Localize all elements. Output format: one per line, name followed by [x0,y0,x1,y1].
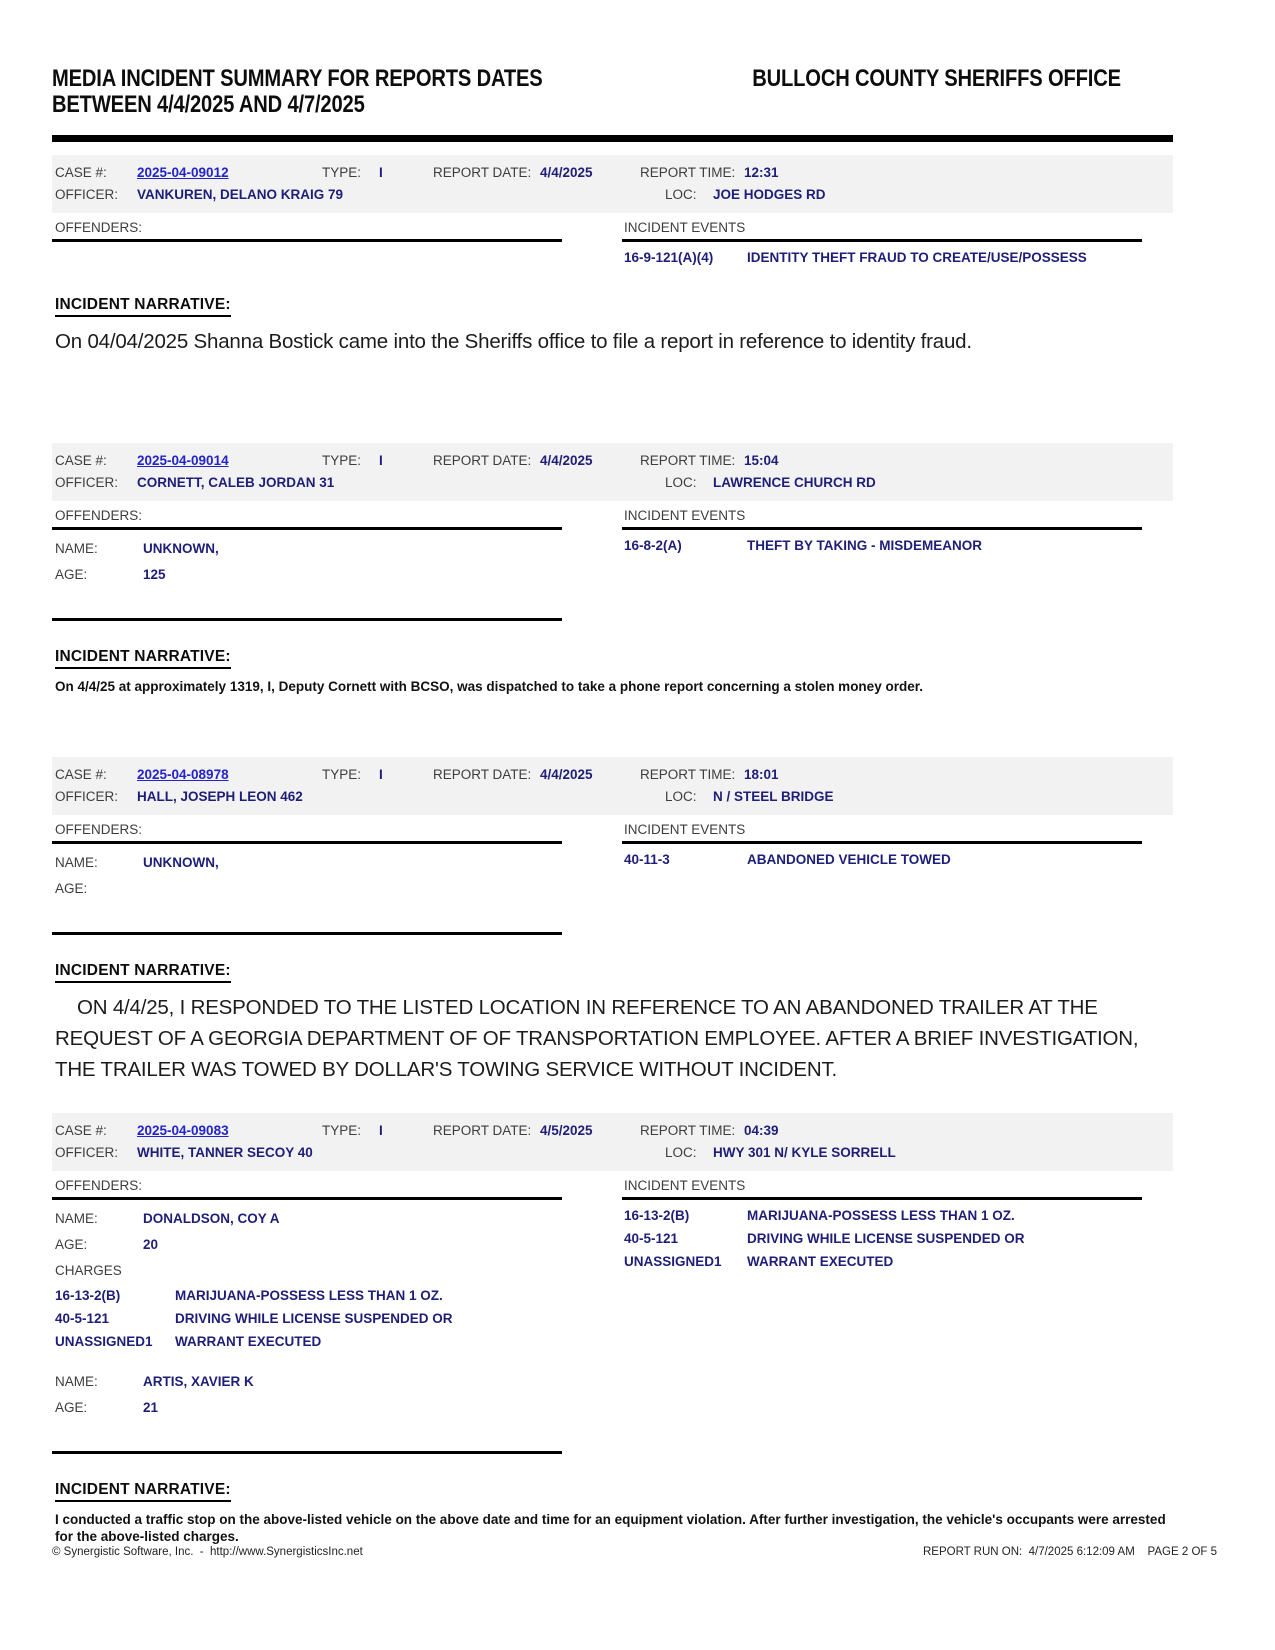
type-value: I [379,453,383,468]
offenders-column [52,219,622,242]
incident-narrative-section [52,1481,1173,1545]
event-code: 16-8-2(A) [624,538,682,553]
case-detail-columns [52,1177,1173,1454]
report-time-value: 18:01 [744,767,779,782]
type-label: TYPE: [322,767,362,782]
incident-events-rule [622,239,1142,242]
officer-value: WHITE, TANNER SECOY 40 [137,1145,313,1160]
report-date-value: 4/4/2025 [540,767,593,782]
report-time-value: 04:39 [744,1123,779,1138]
location-value: HWY 301 N/ KYLE SORRELL [713,1145,896,1160]
type-value: I [379,1123,383,1138]
case-number-link[interactable]: 2025-04-09083 [137,1123,229,1138]
event-code: 40-5-121 [624,1231,679,1246]
offenders-end-rule [52,932,562,935]
offender-name-value: UNKNOWN, [143,855,219,870]
incident-events-label: INCIDENT EVENTS [624,1178,746,1193]
offenders-label: OFFENDERS: [55,220,143,235]
location-label: LOC: [665,187,697,202]
incident-events-rule [622,1197,1142,1200]
report-date-label: REPORT DATE: [433,165,532,180]
report-time-label: REPORT TIME: [640,453,736,468]
offenders-end-rule [52,1451,562,1454]
offender-age-value: 20 [143,1237,159,1252]
event-description: IDENTITY THEFT FRAUD TO CREATE/USE/POSSESS [747,250,1087,265]
case-list [52,155,1173,1545]
incident-event-row [624,1204,1173,1227]
location-group [665,184,826,206]
incident-events-list [624,534,1173,557]
footer-run-info: REPORT RUN ON: 4/7/2025 6:12:09 AM PAGE 2 OF 5 [922,1546,1217,1558]
case-number-label: CASE #: [55,767,107,782]
offender-name-label: NAME: [55,855,98,870]
event-description: MARIJUANA-POSSESS LESS THAN 1 OZ. [747,1208,1015,1223]
event-code: 40-11-3 [624,852,670,867]
report-date-value: 4/5/2025 [540,1123,593,1138]
incident-narrative-text: ON 4/4/25, I RESPONDED TO THE LISTED LOCATION IN REFERENCE TO AN ABANDONED TRAILER AT THE REQUEST OF A GEORGIA DEPARTMENT OF OF TRANSPORTATION EMPLOYEE. AFTER A BRIEF INVESTIGATION, THE TRAILER WAS TOWED BY DOLLAR'S TOWING SERVICE WITHOUT INCIDENT. [55,996,1144,1081]
officer-value: VANKUREN, DELANO KRAIG 79 [137,187,344,202]
location-group [665,786,834,808]
location-group [665,1142,896,1164]
charges-label: CHARGES [55,1263,122,1278]
case-detail-columns [52,821,1173,935]
offender-age-label: AGE: [55,881,88,896]
offender-entry [55,1206,622,1353]
location-label: LOC: [665,475,697,490]
report-date-label: REPORT DATE: [433,453,532,468]
type-value: I [379,767,383,782]
incident-narrative-heading: INCIDENT NARRATIVE: [55,1481,231,1502]
incident-events-rule [622,527,1142,530]
case-block [52,757,1173,1085]
incident-events-list [624,848,1173,871]
offenders-column [52,821,622,935]
incident-narrative-heading: INCIDENT NARRATIVE: [55,296,231,317]
offenders-end-rule [52,618,562,621]
offenders-body [55,536,622,621]
incident-event-row [624,534,1173,557]
incident-events-list [624,1204,1173,1273]
incident-events-column [622,1177,1173,1273]
location-label: LOC: [665,789,697,804]
location-value: LAWRENCE CHURCH RD [713,475,876,490]
incident-narrative-text: I conducted a traffic stop on the above-listed vehicle on the above date and time for an equipment violation. After further investigation, the vehicle's occupants were arrested for the above-listed charges. [55,1512,1170,1544]
offenders-rule [52,1197,562,1200]
offenders-rule [52,841,562,844]
event-code: 16-13-2(B) [624,1208,690,1223]
event-code: 16-9-121(A)(4) [624,250,714,265]
incident-event-row [624,1227,1173,1250]
offender-age-label: AGE: [55,1237,88,1252]
page-title-line2: BETWEEN 4/4/2025 AND 4/7/2025 [52,91,365,118]
offender-entry [55,1369,622,1421]
offender-age-label: AGE: [55,1400,88,1415]
offender-entry [55,850,622,902]
offender-age-value: 21 [143,1400,159,1415]
location-label: LOC: [665,1145,697,1160]
event-description: DRIVING WHILE LICENSE SUSPENDED OR [747,1231,1025,1246]
offender-name-label: NAME: [55,1211,98,1226]
offenders-body [55,1206,622,1454]
type-label: TYPE: [322,453,362,468]
event-description: WARRANT EXECUTED [747,1254,894,1269]
case-detail-columns [52,507,1173,621]
incident-event-row [624,1250,1173,1273]
incident-narrative-section [52,296,1173,357]
offender-age-label: AGE: [55,567,88,582]
offenders-list [55,1206,622,1421]
report-header [52,0,1173,118]
incident-events-label: INCIDENT EVENTS [624,822,746,837]
incident-event-row [624,246,1173,269]
offenders-list [55,536,622,588]
type-value: I [379,165,383,180]
charge-row [55,1284,622,1307]
officer-label: OFFICER: [55,475,118,490]
type-label: TYPE: [322,1123,362,1138]
offenders-column [52,507,622,621]
charge-code: UNASSIGNED1 [55,1334,153,1349]
offender-name-value: ARTIS, XAVIER K [143,1374,254,1389]
offenders-list [55,850,622,902]
incident-event-row [624,848,1173,871]
offenders-label: OFFENDERS: [55,822,143,837]
case-header [52,757,1173,815]
officer-label: OFFICER: [55,789,118,804]
incident-events-column [622,821,1173,871]
offender-entry [55,536,622,588]
case-block [52,1113,1173,1545]
charge-row [55,1330,622,1353]
offender-name-label: NAME: [55,1374,98,1389]
incident-narrative-heading: INCIDENT NARRATIVE: [55,962,231,983]
offenders-body [55,850,622,935]
incident-narrative-text: On 04/04/2025 Shanna Bostick came into the Sheriffs office to file a report in reference to identity fraud. [55,330,972,353]
offenders-column [52,1177,622,1454]
page-title-line1: MEDIA INCIDENT SUMMARY FOR REPORTS DATES [52,65,543,92]
case-header [52,443,1173,501]
offender-name-label: NAME: [55,541,98,556]
offender-name-value: UNKNOWN, [143,541,219,556]
offender-name-value: DONALDSON, COY A [143,1211,280,1226]
report-date-value: 4/4/2025 [540,165,593,180]
header-divider-rule [52,135,1173,142]
charge-code: 40-5-121 [55,1311,110,1326]
case-header [52,155,1173,213]
report-date-value: 4/4/2025 [540,453,593,468]
report-time-value: 15:04 [744,453,779,468]
case-number-label: CASE #: [55,453,107,468]
location-group [665,472,876,494]
footer-copyright: © Synergistic Software, Inc. - http://www.SynergisticsInc.net [52,1546,363,1558]
incident-narrative-section [52,648,1173,695]
case-number-link[interactable]: 2025-04-09014 [137,453,229,468]
case-number-link[interactable]: 2025-04-09012 [137,165,229,180]
incident-events-label: INCIDENT EVENTS [624,508,746,523]
report-footer [52,1546,1217,1558]
offenders-rule [52,527,562,530]
report-date-label: REPORT DATE: [433,767,532,782]
incident-events-list [624,246,1173,269]
incident-events-column [622,219,1173,269]
type-label: TYPE: [322,165,362,180]
event-code: UNASSIGNED1 [624,1254,722,1269]
officer-label: OFFICER: [55,187,118,202]
report-time-label: REPORT TIME: [640,767,736,782]
charge-code: 16-13-2(B) [55,1288,121,1303]
case-number-label: CASE #: [55,165,107,180]
location-value: N / STEEL BRIDGE [713,789,834,804]
offenders-label: OFFENDERS: [55,1178,143,1193]
officer-value: CORNETT, CALEB JORDAN 31 [137,475,335,490]
incident-narrative-heading: INCIDENT NARRATIVE: [55,648,231,669]
report-time-label: REPORT TIME: [640,1123,736,1138]
incident-events-label: INCIDENT EVENTS [624,220,746,235]
case-block [52,443,1173,695]
officer-label: OFFICER: [55,1145,118,1160]
report-date-label: REPORT DATE: [433,1123,532,1138]
offenders-rule [52,239,562,242]
case-block [52,155,1173,357]
case-number-link[interactable]: 2025-04-08978 [137,767,229,782]
incident-narrative-section [52,962,1173,1085]
case-number-label: CASE #: [55,1123,107,1138]
charge-description: DRIVING WHILE LICENSE SUSPENDED OR [175,1311,453,1326]
office-title: BULLOCH COUNTY SHERIFFS OFFICE [752,65,1121,92]
report-time-label: REPORT TIME: [640,165,736,180]
report-time-value: 12:31 [744,165,779,180]
location-value: JOE HODGES RD [713,187,826,202]
case-header [52,1113,1173,1171]
charge-row [55,1307,622,1330]
page-title [52,66,543,118]
incident-narrative-text: On 4/4/25 at approximately 1319, I, Deputy Cornett with BCSO, was dispatched to take a phone report concerning a stolen money order. [55,679,923,694]
incident-events-column [622,507,1173,557]
incident-events-rule [622,841,1142,844]
event-description: THEFT BY TAKING - MISDEMEANOR [747,538,982,553]
officer-value: HALL, JOSEPH LEON 462 [137,789,303,804]
offender-age-value: 125 [143,567,166,582]
charge-description: MARIJUANA-POSSESS LESS THAN 1 OZ. [175,1288,443,1303]
case-detail-columns [52,219,1173,269]
offenders-label: OFFENDERS: [55,508,143,523]
offender-charges [55,1258,622,1353]
event-description: ABANDONED VEHICLE TOWED [747,852,951,867]
charge-description: WARRANT EXECUTED [175,1334,322,1349]
charges-list [55,1284,622,1353]
